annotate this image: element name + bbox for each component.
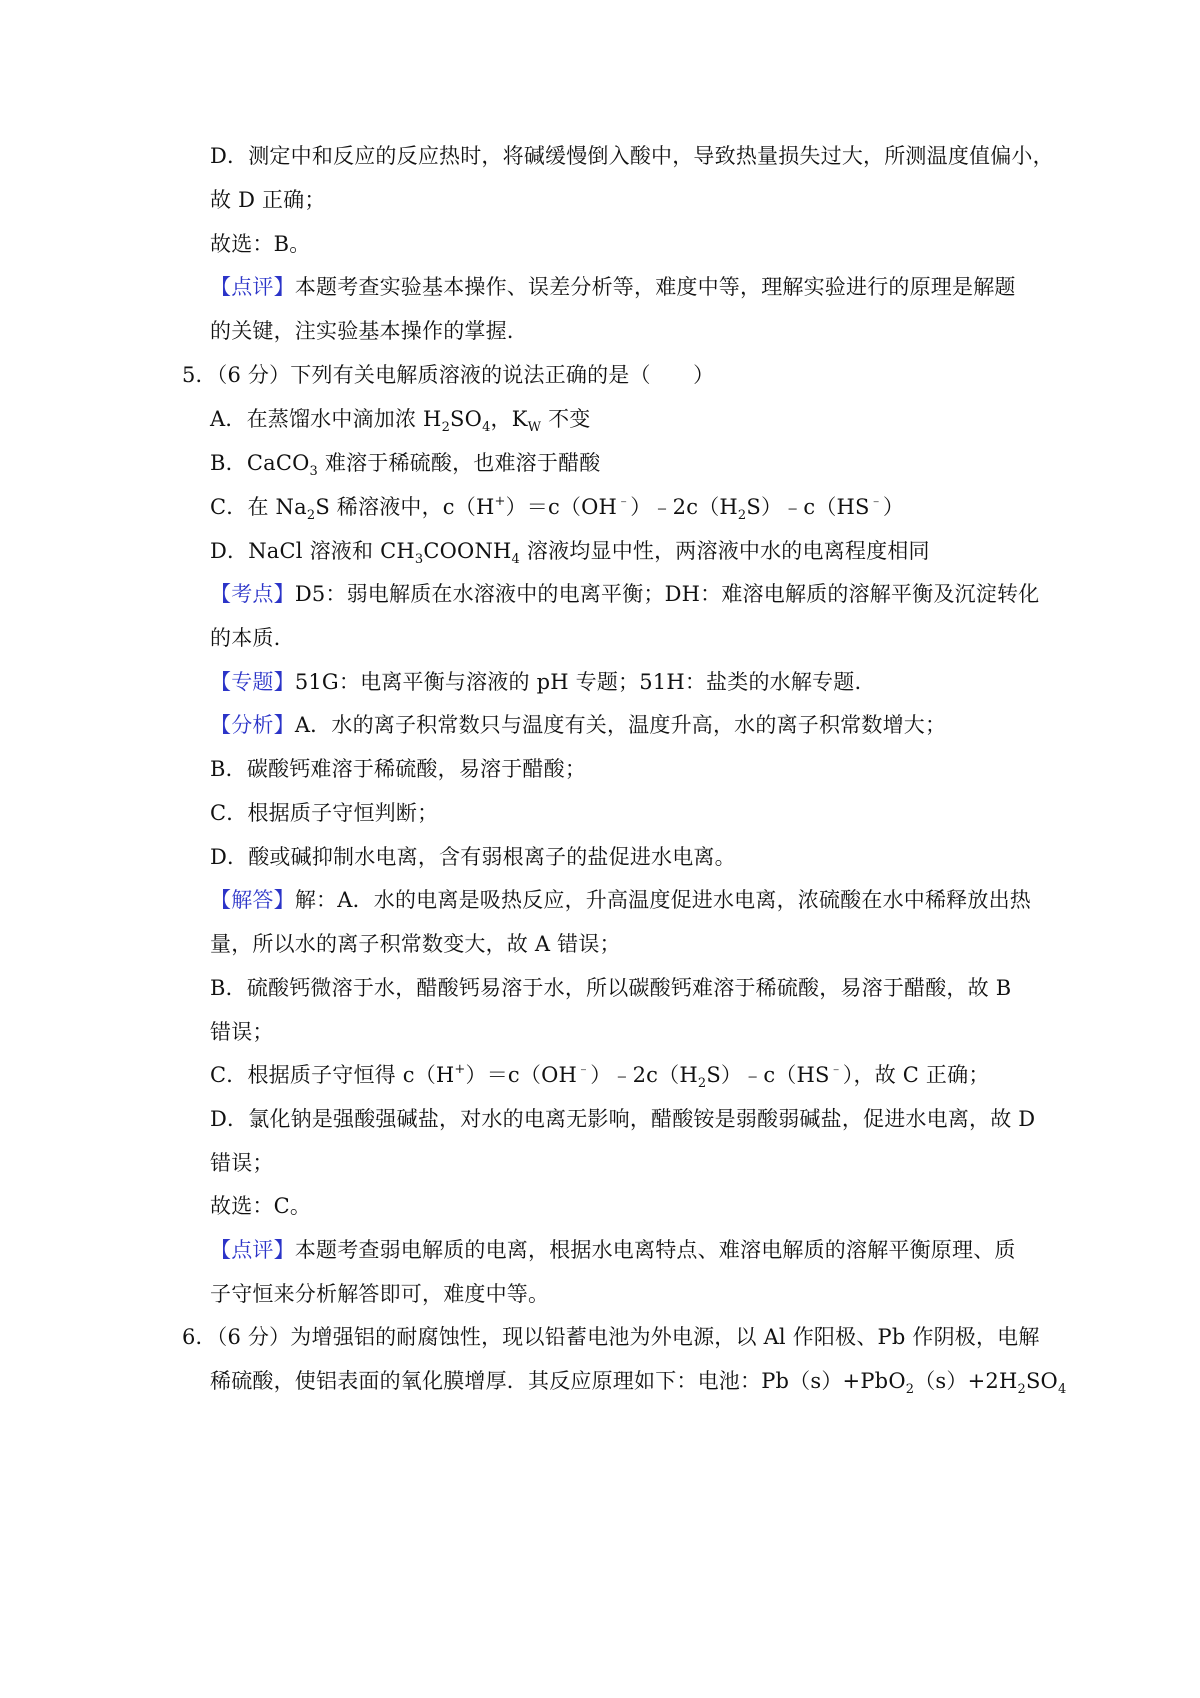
q5-option-d: D．NaCl 溶液和 $CH_3COONH_4$ 溶液均显中性，两溶液中水的电离程度相同 [210,539,930,567]
q5-jieda-line7: 错误； [210,1151,274,1175]
q5-kaodian-line1: 【考点】D5：弱电解质在水溶液中的电离平衡；DH：难溶电解质的溶解平衡及沉淀转化 [210,582,1040,606]
kaodian-tag: 【考点】 [210,582,295,606]
q5-jieda-line3: B．硫酸钙微溶于水，醋酸钙易溶于水，所以碳酸钙难溶于稀硫酸，易溶于醋酸，故 B [210,976,1012,1000]
review-tag: 【点评】 [210,275,295,299]
q5-stem: 5．（6 分）下列有关电解质溶液的说法正确的是（ ） [182,363,715,387]
q5-option-c: C．在 $Na_2S$ 稀溶液中，$c(H^+)=c(OH^﹣)﹣2c(H_2S)﹣c(HS^﹣)$ [210,494,905,523]
q4-option-d-analysis-line2: 故 D 正确； [210,188,326,212]
q5-jieda-line4: 错误； [210,1020,274,1044]
q6-stem-line1: 6．（6 分）为增强铝的耐腐蚀性，现以铅蓄电池为外电源，以 Al 作阳极、Pb 作阴极，电解 [182,1325,1040,1349]
q5-jieda-line2: 量，所以水的离子积常数变大，故 A 错误； [210,932,621,956]
q5-option-b: B．CaCO$_3$ 难溶于稀硫酸，也难溶于醋酸 [210,451,601,479]
q5-jieda-line6: D．氯化钠是强酸强碱盐，对水的电离无影响，醋酸铵是弱酸弱碱盐，促进水电离，故 D [210,1107,1036,1131]
q5-answer: 故选：C。 [210,1194,312,1218]
q4-review-line2: 的关键，注实验基本操作的掌握. [210,319,514,343]
q5-review-line1: 【点评】本题考查弱电解质的电离，根据水电离特点、难溶电解质的溶解平衡原理、质 [210,1238,1016,1262]
q5-kaodian-line2: 的本质. [210,626,281,650]
q5-option-a: A．在蒸馏水中滴加浓 $H_2SO_4$，$K_W$ 不变 [210,407,591,435]
q5-fenxi-line4: D．酸或碱抑制水电离，含有弱根离子的盐促进水电离。 [210,845,736,869]
q5-jieda-line5: C．根据质子守恒得 $c(H^+)=c(OH^﹣)﹣2c(H_2S)﹣c(HS^﹣)$，故 C 正确； [210,1062,990,1091]
q4-answer: 故选：B。 [210,232,311,256]
q4-review-text: 本题考查实验基本操作、误差分析等，难度中等，理解实验进行的原理是解题 [294,275,1016,299]
review-tag: 【点评】 [210,1238,295,1262]
q5-zhuanti: 【专题】51G：电离平衡与溶液的 pH 专题；51H：盐类的水解专题. [210,670,862,694]
q5-review-line2: 子守恒来分析解答即可，难度中等。 [210,1282,550,1306]
q5-fenxi-line3: C．根据质子守恒判断； [210,801,439,825]
q4-option-d-analysis-line1: D．测定中和反应的反应热时，将碱缓慢倒入酸中，导致热量损失过大，所测温度值偏小， [210,144,1054,168]
zhuanti-tag: 【专题】 [210,670,295,694]
q5-fenxi-line2: B．碳酸钙难溶于稀硫酸，易溶于醋酸； [210,757,587,781]
q5-fenxi-line1: 【分析】A．水的离子积常数只与温度有关，温度升高，水的离子积常数增大； [210,713,947,737]
q5-jieda-line1: 【解答】解：A．水的电离是吸热反应，升高温度促进水电离，浓硫酸在水中稀释放出热 [210,888,1031,912]
q6-stem-line2: 稀硫酸，使铝表面的氧化膜增厚．其反应原理如下：电池：$Pb(s)+PbO_2(s)+2H_2SO_4$ [210,1369,1067,1397]
jieda-tag: 【解答】 [210,888,295,912]
fenxi-tag: 【分析】 [210,713,295,737]
q4-review-line1 [210,272,1016,302]
